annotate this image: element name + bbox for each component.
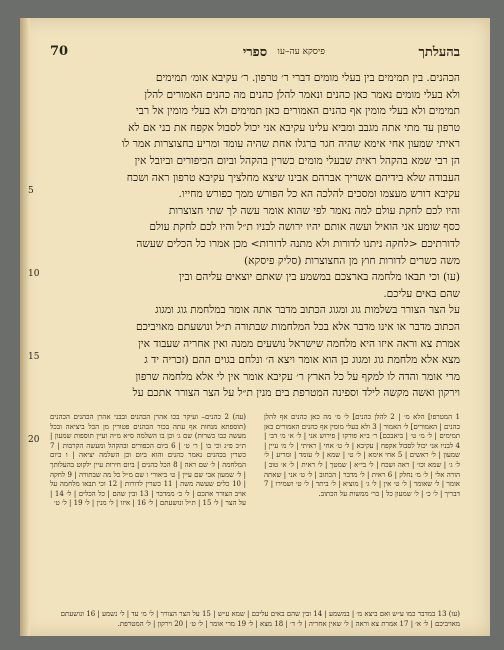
header-pisqa: פיסקא עה–עו <box>277 47 325 57</box>
main-text <box>52 70 460 402</box>
notes-left-column: (עה) 2 כהנים– ועיקר בכו אהרן הכהנים ובבני אהרן הכהנים הכהנים (תוספתא מנחות אף עתה בכור הכהנים פטורין מן הכל ביציאה ובכל מעשה כבו כשרות) שם ג׳ וכן בו השלמה ס״א מ״ה ועיין תוספות שמעון | ת״כ פ״ג וכי בו | ר׳ ט׳ | 6 ביום הכפורים ובהקהל ומעשה הקרבות | 7 כשרין בכהנים נאמר כהנים והוא ביום וכן השלמה יציאה | ו ביום המלחמה | ל׳ שם ראה | 8 הכל כהנים | ביום חירות עיין ילקוט בהעלותך | ל׳ שמעון אבי שם עיין | ט׳ ביאורי ו שם מ״ל כל מה שבתורה | 9 לחקה | 10 כלים שעשה משה | 11 כשרין לדורות | 12 וכי תבאו מלחמה על אויב הצורר אתכם | ל׳ כ׳ ממדבר | 13 ובין שהם | כל הכלים | ל׳ 14 | על הצר | ל׳ 15 | ת״ל ונושעתם | ל׳ 16 | איזו | ל׳ מנין | ל׳ 19 | ל׳ ט׳ <box>50 413 246 508</box>
text-line: מרי אומר והדה לו למקף על כל הארץ ר׳ עקיבא אומר אין לי אלא מלחמה שרפון <box>135 370 460 383</box>
notes-bottom: (עו) 13 במדבר כמו ע״ש ואם ביצא מ׳ | במשמע | 14 ובין שהם באים עליכם | שמא ע״ש | 15 על הצר הצורר | ל׳ מ׳ עד | ל׳ נשמע | 16 ונושעתם מאויביכם | ל׳ א׳ | 17 אמרת צא וראה | ל׳ שאין אחריה | ל׳ ד׳ | 18 מצא | ל׳ 19 מרי אומר | ל׳ ט׳ | 20 וירקון | ל׳ המטרפת. <box>60 610 460 628</box>
text-line: טרפון עד מתי אתה מגבב ומביא עלינו עקיבא אני יכול לסבול אקפח את בני אם לא <box>128 121 460 134</box>
line-number: 10 <box>28 269 40 279</box>
text-line: וירקון ואשה מקשה לילד וספינה המטרפת בים מנין ת״ל על הצר הצורר אתכם על <box>132 387 460 400</box>
text-line: על הצר הצורר בשלמות גוג ומגוג הכתוב מדבר אתה אומר במלחמת גוג ומגוג <box>155 304 460 317</box>
header-parasha: בהעלתך <box>418 45 460 60</box>
page-spine-shadow <box>20 18 30 636</box>
text-line: משה כשרים לדורות חוץ מן החצוצרות (סליק פיסקא) <box>244 254 460 267</box>
text-line: תמימים ולא בעלי מומין אף כהנים האמורים כאן תמימים ולא בעלי מומין אל רבי <box>136 105 460 118</box>
running-header <box>50 44 460 64</box>
text-line: העבודה שלא בידיהם אשריך אברהם אבינו שיצא מחלציך עקיבא טרפון ראה ושכח <box>126 171 460 184</box>
text-line: עקיבא דורש מעצמו ומסכים להלכה הא כל הפורש ממך כפורש מחייו. <box>178 188 460 201</box>
line-number: 15 <box>28 352 40 362</box>
line-number: 20 <box>28 435 40 445</box>
notes-right-column: 1 המטרפו] הלא מ׳ | 2 להלן כהנים] ל׳ מ׳ מה כאן כהנים אף להלן כהנים | האמורים] ל׳ האמור | 3 ולא בעלי מומין אף כהנים האמורים כאן תמימים | ל׳ מ׳ ט׳ | ביאבכם] ר׳ ב״א פורקו | פירוש אני | ל׳ א׳ מ׳ דב׳ | 4 לבניו אני יכול לסבול אקפח | עקיבא | ל׳ ט׳ אחי | ראיתי | ל׳ מ׳ עיין | שמעון | ל׳ ראשים | 5 אחי אימא | ל׳ ט׳ | שמא | ל׳ עומד | ומריע | ל׳ ל׳ ג׳ | שמא וכו׳ | ראה ושכח | ל׳ בי״א | שמטך | ל׳ ראית | ל׳ א׳ טוב | הורה אלי | ל׳ מ׳ נחלק | 6 ראית | ל׳ מדבר | הכתוב | ל׳ ט׳ אני | שאתה אומר | ל׳ שאומר | ל׳ ט׳ אין | ל׳ ג׳ | מוציא | ל׳ ביתר | ל׳ ט׳ ושמירו | 7 דבריך | ל׳ כ׳ | ל׳ שמעון כל | כר׳ ממשות על הכתוב. <box>264 413 460 498</box>
text-line: הכתוב מדבר או אינו מדבר אלא בכל המלחמות שבתורה ת״ל ונושעתם מאויביכם <box>135 320 460 333</box>
line-number: 5 <box>28 186 34 196</box>
text-line: מצא אלא מלחמת גוג ומגוג כן הוא אומר ויצא ה׳ ונלחם בגוים ההם (זכריה יד ג <box>144 354 460 367</box>
text-line: כסף שומע אני הואיל ועשה אותם יהיו ירושה לבניו ת״ל והיו לכם לחקת עולם <box>149 221 460 234</box>
text-line: שהם באים עליכם. <box>383 287 460 300</box>
text-line: והיו לכם לחקת עולם למה נאמר לפי שהוא אומר עשה לך שתי חצוצרות <box>168 204 460 217</box>
text-line: לדורתיכם <לחקה ניתנו לדורות ולא מתנה לדורות> מכן אמרו כל הכלים שעשה <box>136 237 460 250</box>
page-number: 70 <box>50 44 69 59</box>
book-page <box>20 18 490 636</box>
text-line: הכהנים. בין תמימים בין בעלי מומים דברי ר׳ טרפון. ר׳ עקיבא אומ׳ תמימים <box>155 72 460 84</box>
text-line: ראיתי שמעון אחי אימא שהיה חגר ברגלו אחת שהיה עומד ומריע בחצוצרות אמר לו <box>121 138 460 151</box>
text-line: ולא בעלי מומים נאמר כאן כהנים ונאמר להלן כהנים מה כהנים האמורים להלן <box>144 88 460 101</box>
apparatus-notes <box>50 413 460 613</box>
text-line: (עו) וכי תבאו מלחמה בארצכם במשמע בין שאתם יוצאים עליהם ובין <box>178 271 460 284</box>
text-line: אמרת צא וראה איזו היא מלחמה שישראל נושעים ממנה ואין אחריה שעבוד אין <box>138 337 460 350</box>
text-line: הן רבי שמא בהקהל ראית שבעלי מומים כשרין בהקהל וביום הכיפורים וביובל אין <box>134 154 460 167</box>
header-book-title: ספרי <box>242 45 268 60</box>
